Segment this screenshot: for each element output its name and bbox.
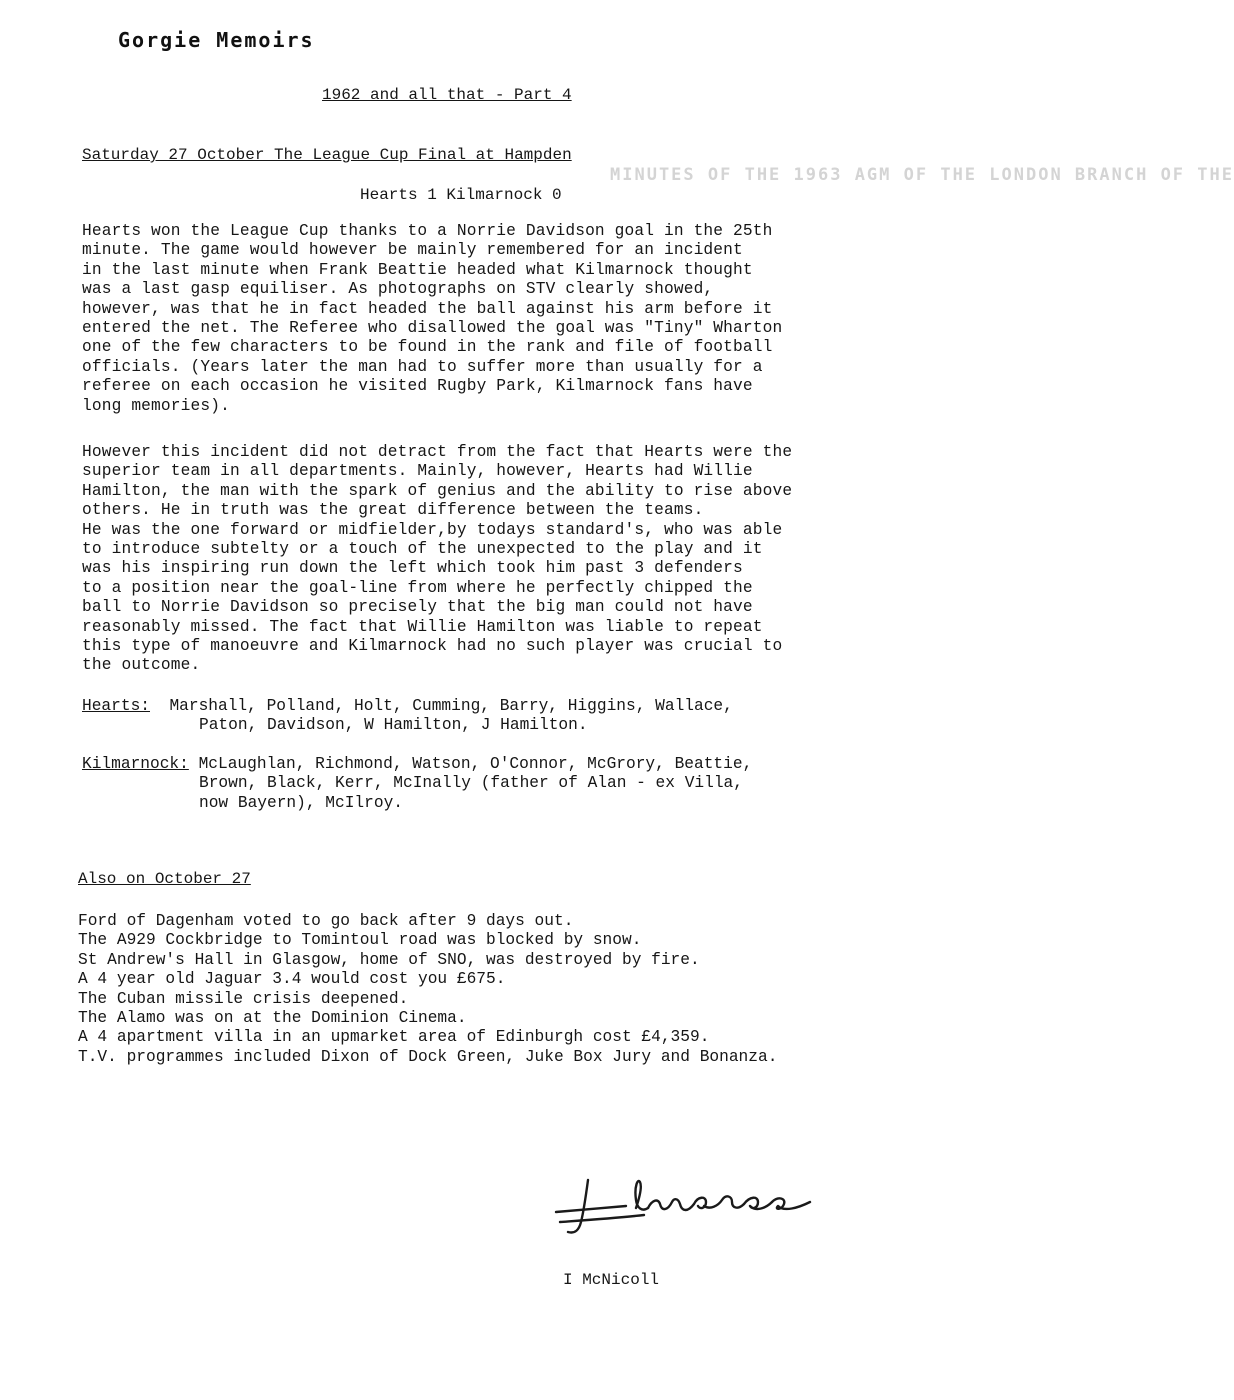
- list-item: The Alamo was on at the Dominion Cinema.: [78, 1009, 467, 1028]
- show-through-heading: MINUTES OF THE 1963 AGM OF THE LONDON BRANCH OF THE: [610, 165, 1234, 185]
- paragraph-analysis: However this incident did not detract from the fact that Hearts were the superior team in all departments. Mainly, however, Hearts had Willie Hamilton, the man with the spark of genius and the ability to rise above others. He in truth was the great difference between the teams. He was the one forward or midfielder,by todays standard's, who was able to introduce subtelty or a touch of the unexpected to the play and it was his inspiring run down the left which took him past 3 defenders to a position near the goal-line from where he perfectly chipped the ball to Norrie Davidson so precisely that the big man could not have reasonably missed. The fact that Willie Hamilton was liable to repeat this type of manoeuvre and Kilmarnock had no such player was crucial to the outcome.: [82, 443, 793, 675]
- list-item: A 4 apartment villa in an upmarket area of Edinburgh cost £4,359.: [78, 1028, 710, 1047]
- handwritten-signature: [548, 1160, 838, 1250]
- hearts-lineup: [82, 697, 962, 736]
- events-list: [78, 912, 958, 1067]
- kilmarnock-lineup: [82, 755, 962, 813]
- list-item: A 4 year old Jaguar 3.4 would cost you £675.: [78, 970, 506, 989]
- kilmarnock-players-line: McLaughlan, Richmond, Watson, O'Connor, McGrory, Beattie,: [198, 755, 753, 773]
- match-score: Hearts 1 Kilmarnock 0: [360, 186, 562, 204]
- hearts-label: Hearts:: [82, 697, 150, 715]
- also-heading: Also on October 27: [78, 870, 251, 888]
- list-item: The Cuban missile crisis deepened.: [78, 989, 409, 1008]
- article-title: 1962 and all that - Part 4: [322, 86, 572, 104]
- list-item: The A929 Cockbridge to Tomintoul road was blocked by snow.: [78, 931, 642, 950]
- kilmarnock-players-line: now Bayern), McIlroy.: [199, 793, 403, 812]
- masthead: Gorgie Memoirs: [118, 28, 315, 52]
- kilmarnock-players-line: Brown, Black, Kerr, McInally (father of Alan - ex Villa,: [199, 774, 743, 793]
- match-heading: Saturday 27 October The League Cup Final at Hampden: [82, 146, 572, 164]
- kilmarnock-label: Kilmarnock:: [82, 755, 189, 773]
- paragraph-incident: Hearts won the League Cup thanks to a Norrie Davidson goal in the 25th minute. The game would however be mainly remembered for an incident in the last minute when Frank Beattie headed what Kilmarnock thought was a last gasp equiliser. As photographs on STV clearly showed, however, was that he in fact headed the ball against his arm before it entered the net. The Referee who disallowed the goal was "Tiny" Wharton one of the few characters to be found in the rank and file of football officials. (Years later the man had to suffer more than usually for a referee on each occasion he visited Rugby Park, Kilmarnock fans have long memories).: [82, 222, 783, 415]
- list-item: St Andrew's Hall in Glasgow, home of SNO, was destroyed by fire.: [78, 950, 700, 969]
- hearts-players-line: Marshall, Polland, Holt, Cumming, Barry, Higgins, Wallace,: [169, 697, 733, 715]
- hearts-players-line: Paton, Davidson, W Hamilton, J Hamilton.: [199, 716, 588, 735]
- list-item: Ford of Dagenham voted to go back after 9 days out.: [78, 912, 574, 930]
- list-item: T.V. programmes included Dixon of Dock Green, Juke Box Jury and Bonanza.: [78, 1047, 778, 1066]
- signer-name: I McNicoll: [563, 1271, 660, 1289]
